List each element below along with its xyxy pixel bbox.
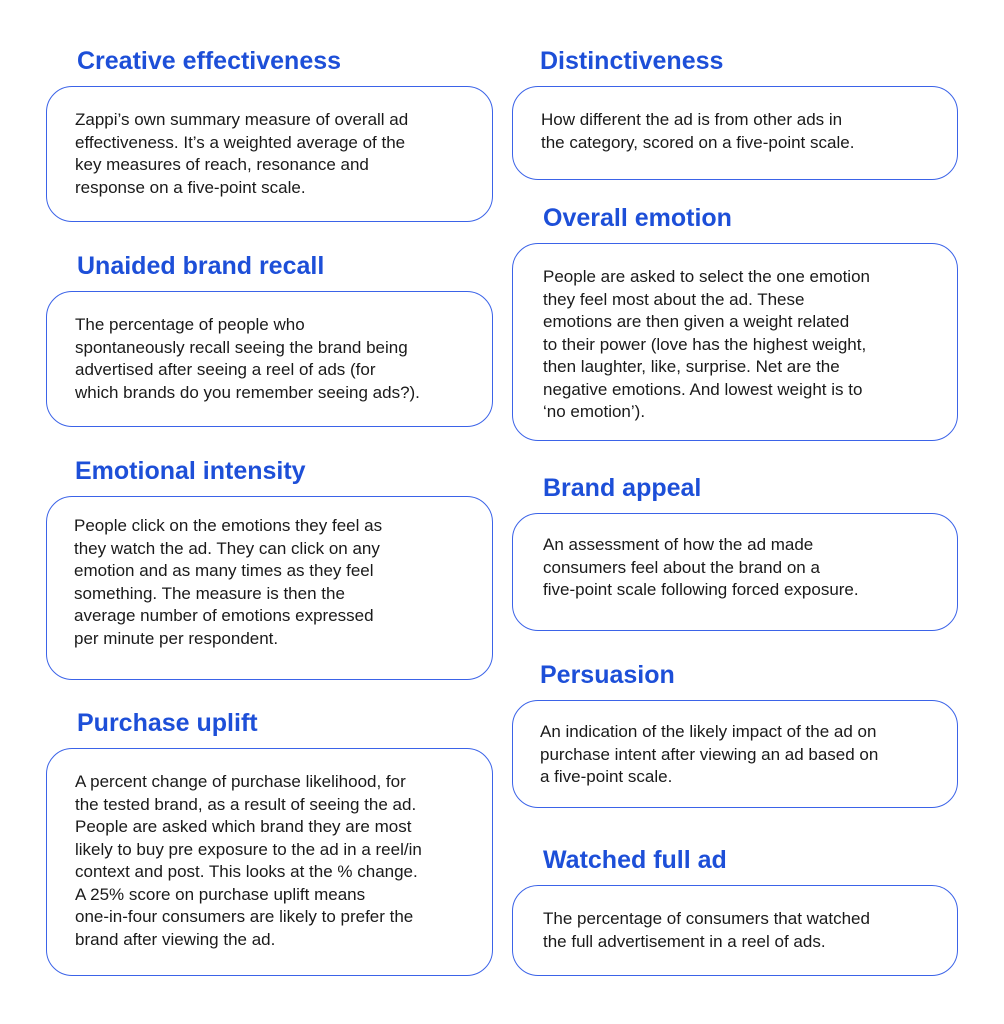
emotional-intensity-card	[46, 496, 493, 680]
distinctiveness-description: How different the ad is from other ads in the category, scored on a five-point scale.	[541, 110, 855, 152]
creative-effectiveness-card	[46, 86, 493, 222]
brand-appeal-card	[512, 513, 958, 631]
unaided-brand-recall-title: Unaided brand recall	[77, 252, 325, 280]
brand-appeal-title: Brand appeal	[543, 474, 702, 502]
persuasion-title: Persuasion	[540, 661, 675, 689]
overall-emotion-description: People are asked to select the one emotion they feel most about the ad. These emotions are then given a weight related to their power (love has the highest weight, then laughter, like, surprise. Net are the negative emotions. And lowest weight is to ‘no emotion’).	[543, 267, 870, 421]
persuasion-card	[512, 700, 958, 808]
emotional-intensity-description: People click on the emotions they feel as they watch the ad. They can click on any emotion and as many times as they feel something. The measure is then the average number of emotions expressed per minute per respondent.	[74, 516, 383, 648]
purchase-uplift-description: A percent change of purchase likelihood, for the tested brand, as a result of seeing the ad. People are asked which brand they are most likely to buy pre exposure to the ad in a reel/in context and post. This looks at the % change. A 25% score on purchase uplift means one-in-four consumers are likely to prefer the brand after viewing the ad.	[75, 772, 422, 949]
creative-effectiveness-description: Zappi’s own summary measure of overall ad effectiveness. It’s a weighted average of the key measures of reach, resonance and response on a five-point scale.	[75, 110, 409, 197]
creative-effectiveness-title: Creative effectiveness	[77, 47, 342, 75]
purchase-uplift-title: Purchase uplift	[77, 709, 258, 737]
overall-emotion-title: Overall emotion	[543, 204, 732, 232]
distinctiveness-title: Distinctiveness	[540, 47, 724, 75]
purchase-uplift-card	[46, 748, 493, 976]
overall-emotion-card	[512, 243, 958, 441]
distinctiveness-card	[512, 86, 958, 180]
unaided-brand-recall-description: The percentage of people who spontaneously recall seeing the brand being advertised after seeing a reel of ads (for which brands do you remember seeing ads?).	[75, 315, 420, 402]
brand-appeal-description: An assessment of how the ad made consumers feel about the brand on a five-point scale following forced exposure.	[543, 535, 859, 599]
watched-full-ad-card	[512, 885, 958, 976]
emotional-intensity-title: Emotional intensity	[75, 457, 306, 485]
watched-full-ad-title: Watched full ad	[543, 846, 727, 874]
watched-full-ad-description: The percentage of consumers that watched the full advertisement in a reel of ads.	[543, 909, 870, 951]
persuasion-description: An indication of the likely impact of the ad on purchase intent after viewing an ad based on a five-point scale.	[540, 722, 879, 786]
unaided-brand-recall-card	[46, 291, 493, 427]
